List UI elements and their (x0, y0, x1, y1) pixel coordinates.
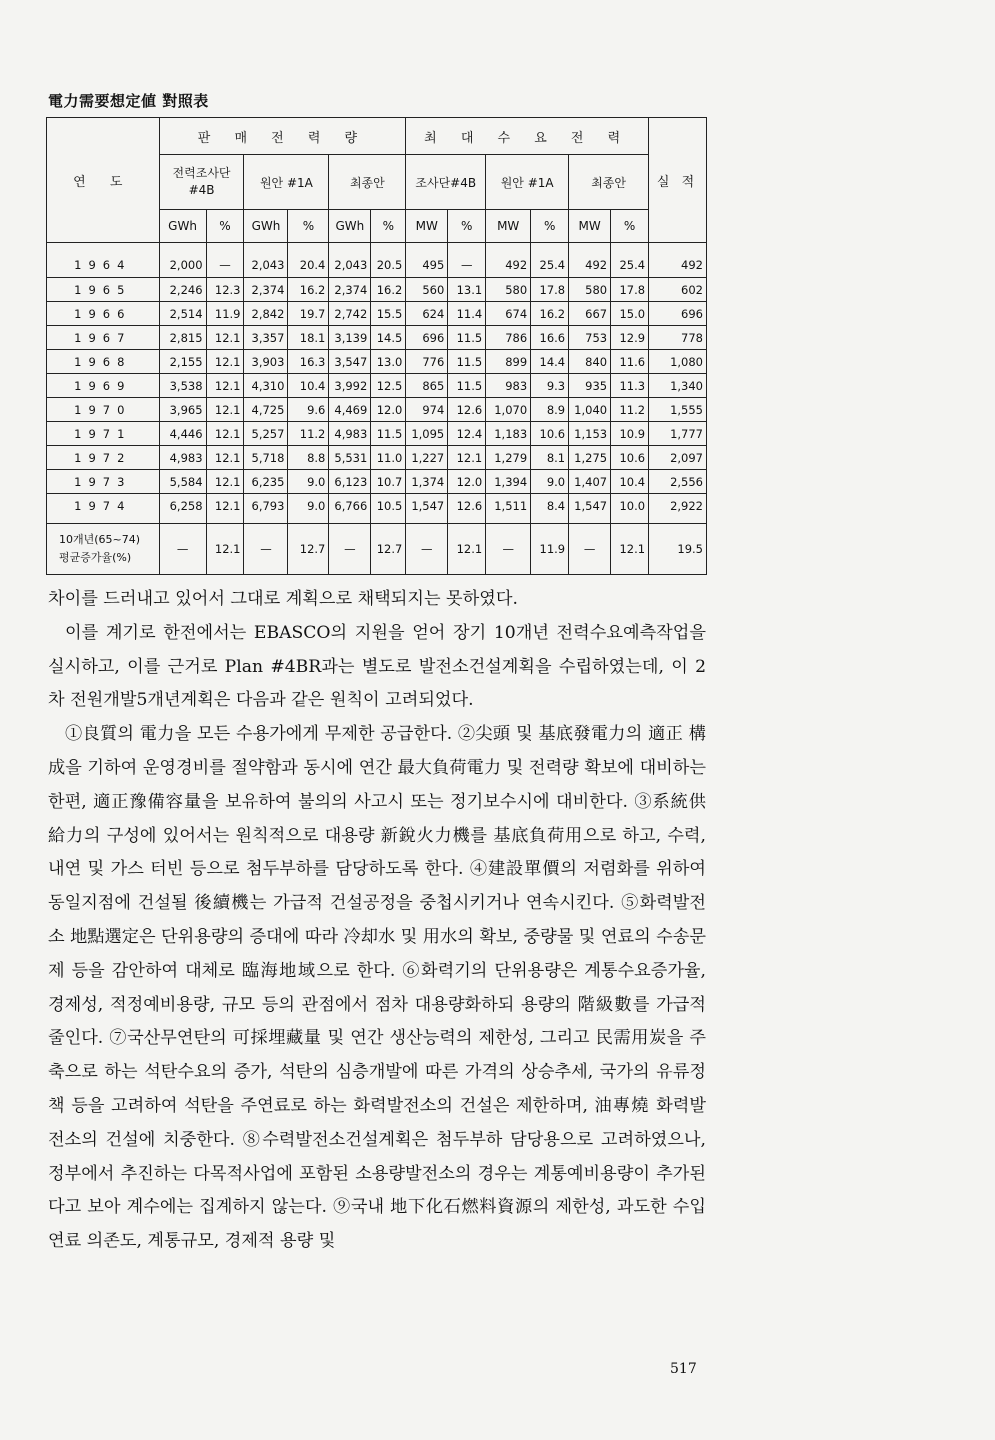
table-cell: 10.4 (611, 470, 649, 494)
table-cell: 15.0 (611, 302, 649, 326)
table-cell: 12.1 (206, 494, 244, 524)
table-cell: 10.6 (531, 422, 569, 446)
table-cell: 1,374 (406, 470, 448, 494)
table-cell: 12.9 (611, 326, 649, 350)
unit-header: GWh (159, 210, 206, 243)
table-cell: 1,407 (569, 470, 611, 494)
table-cell: 4,725 (244, 398, 288, 422)
table-cell: 2,155 (159, 350, 206, 374)
paragraph: ①良質의 電力을 모든 수용가에게 무제한 공급한다. ②尖頭 및 基底發電力의 適正 構成을 기하여 운영경비를 절약함과 동시에 연간 最大負荷電力 및 전력량 확보에 대비하는 한편, 適正豫備容量을 보유하여 불의의 사고시 또는 정기보수시에 대비한다. ③系統供給力의 구성에 있어서는 원칙적으로 대용량 新銳火力機를 基底負荷用으로 하고, 수력, 내연 및 가스 터빈 등으로 첨두부하를 담당하도록 한다. ④建設單價의 저렴화를 위하여 동일지점에 건설될 後續機는 가급적 건설공정을 중첩시키거나 연속시킨다. ⑤화력발전소 地點選定은 단위용량의 증대에 따라 冷却水 및 用水의 확보, 중량물 및 연료의 수송문제 등을 감안하여 대체로 臨海地域으로 한다. ⑥화력기의 단위용량은 계통수요증가율, 경제성, 적정예비용량, 규모 등의 관점에서 점차 대용량화하되 용량의 階級數를 가급적 줄인다. ⑦국산무연탄의 可採埋藏量 및 연간 생산능력의 제한성, 그리고 民需用炭을 주축으로 하는 석탄수요의 증가, 석탄의 심층개발에 따른 가격의 상승추세, 국가의 유류정책 등을 고려하여 석탄을 주연료로 하는 화력발전소의 건설은 제한하며, 油專燒 화력발전소의 건설에 치중한다. ⑧수력발전소건설계획은 첨두부하 담당용으로 고려하였으나, 정부에서 추진하는 다목적사업에 포함된 소용량발전소의 경우는 계통예비용량이 추가된다고 보아 계수에는 집계하지 않는다. ⑨국내 地下化石燃料資源의 제한성, 과도한 수입연료 의존도, 계통규모, 경제적 용량 및 (48, 724, 706, 1252)
table-cell: 10.4 (288, 374, 329, 398)
average-cell: 12.7 (288, 524, 329, 575)
table-cell: 1,153 (569, 422, 611, 446)
table-cell: 2,374 (329, 278, 371, 302)
sales-group-header: 판 매 전 력 량 (159, 118, 406, 155)
table-cell: 11.0 (371, 446, 406, 470)
table-cell: 865 (406, 374, 448, 398)
year-cell: 1974 (47, 494, 160, 524)
average-cell: 19.5 (649, 524, 707, 575)
table-row (47, 278, 707, 302)
table-cell: 9.0 (288, 494, 329, 524)
peak-group-header: 최 대 수 요 전 력 (406, 118, 649, 155)
table-cell: 983 (486, 374, 531, 398)
table-cell: 25.4 (531, 243, 569, 278)
table-cell: 6,258 (159, 494, 206, 524)
table-cell: 10.7 (371, 470, 406, 494)
table-cell: 5,257 (244, 422, 288, 446)
table-cell: 13.0 (371, 350, 406, 374)
table-cell: 776 (406, 350, 448, 374)
table-cell: 624 (406, 302, 448, 326)
table-cell: 12.1 (206, 446, 244, 470)
table-cell: 11.3 (611, 374, 649, 398)
sub-header: 전력조사단 #4B (159, 155, 244, 210)
table-cell: 12.1 (206, 422, 244, 446)
table-cell: 2,246 (159, 278, 206, 302)
table-cell: 11.4 (448, 302, 486, 326)
table-cell: 580 (486, 278, 531, 302)
table-cell: 11.9 (206, 302, 244, 326)
table-cell: 12.1 (206, 326, 244, 350)
table-cell: 1,040 (569, 398, 611, 422)
table-cell: 2,842 (244, 302, 288, 326)
actual-header: 실 적 (649, 118, 707, 243)
table-cell: 1,095 (406, 422, 448, 446)
year-cell: 1972 (47, 446, 160, 470)
table-cell: 11.5 (448, 350, 486, 374)
unit-header: % (448, 210, 486, 243)
table-cell: 18.1 (288, 326, 329, 350)
table-cell: 12.1 (206, 398, 244, 422)
paragraph: 차이를 드러내고 있어서 그대로 계획으로 채택되지는 못하였다. (48, 589, 518, 609)
average-label-line1: 10개년(65~74) (59, 533, 141, 546)
table-cell: 12.1 (206, 470, 244, 494)
sub-header: 조사단#4B (406, 155, 486, 210)
table-cell: 1,547 (569, 494, 611, 524)
table-cell: 20.5 (371, 243, 406, 278)
table-cell: 6,235 (244, 470, 288, 494)
table-cell: 3,965 (159, 398, 206, 422)
table-cell: 786 (486, 326, 531, 350)
table-cell: 9.3 (531, 374, 569, 398)
year-cell: 1965 (47, 278, 160, 302)
table-cell: 12.0 (448, 470, 486, 494)
table-cell: 9.0 (531, 470, 569, 494)
average-cell: — (569, 524, 611, 575)
table-cell: 10.9 (611, 422, 649, 446)
year-cell: 1969 (47, 374, 160, 398)
table-cell: 2,922 (649, 494, 707, 524)
table-cell: 6,123 (329, 470, 371, 494)
table-cell: 696 (406, 326, 448, 350)
table-row (47, 422, 707, 446)
table-cell: 667 (569, 302, 611, 326)
table-row (47, 326, 707, 350)
table-cell: 1,547 (406, 494, 448, 524)
year-cell: 1968 (47, 350, 160, 374)
unit-header: MW (406, 210, 448, 243)
table-cell: 1,227 (406, 446, 448, 470)
table-cell: 5,718 (244, 446, 288, 470)
table-row (47, 470, 707, 494)
table-cell: 10.0 (611, 494, 649, 524)
table-row (47, 398, 707, 422)
table-cell: 13.1 (448, 278, 486, 302)
average-cell: 12.1 (611, 524, 649, 575)
table-cell: 11.2 (611, 398, 649, 422)
average-cell: — (486, 524, 531, 575)
table-title: 電力需要想定値 對照表 (48, 92, 209, 110)
average-cell: 12.1 (206, 524, 244, 575)
table-cell: 8.1 (531, 446, 569, 470)
table-cell: — (206, 243, 244, 278)
table-cell: 12.3 (206, 278, 244, 302)
table-cell: 974 (406, 398, 448, 422)
table-cell: 8.4 (531, 494, 569, 524)
table-cell: 2,000 (159, 243, 206, 278)
table-cell: 1,183 (486, 422, 531, 446)
table-cell: 4,310 (244, 374, 288, 398)
average-cell: — (406, 524, 448, 575)
table-cell: 2,043 (329, 243, 371, 278)
table-cell: 2,043 (244, 243, 288, 278)
table-row (47, 494, 707, 524)
average-cell: 12.7 (371, 524, 406, 575)
table-cell: 16.2 (288, 278, 329, 302)
table-cell: 17.8 (611, 278, 649, 302)
table-cell: 1,511 (486, 494, 531, 524)
table-cell: 4,983 (329, 422, 371, 446)
sub-header: 원안 #1A (244, 155, 329, 210)
table-cell: 1,080 (649, 350, 707, 374)
table-cell: 9.6 (288, 398, 329, 422)
unit-header: % (371, 210, 406, 243)
average-cell: 11.9 (531, 524, 569, 575)
table-row (47, 446, 707, 470)
unit-header: % (531, 210, 569, 243)
year-cell: 1973 (47, 470, 160, 494)
table-row (47, 374, 707, 398)
table-cell: 4,983 (159, 446, 206, 470)
table-cell: 12.1 (448, 446, 486, 470)
table-cell: 2,742 (329, 302, 371, 326)
table-cell: 5,584 (159, 470, 206, 494)
table-cell: 492 (569, 243, 611, 278)
table-cell: 4,446 (159, 422, 206, 446)
table-cell: — (448, 243, 486, 278)
table-cell: 11.6 (611, 350, 649, 374)
table-cell: 899 (486, 350, 531, 374)
table-cell: 8.8 (288, 446, 329, 470)
table-cell: 12.0 (371, 398, 406, 422)
table-cell: 15.5 (371, 302, 406, 326)
table-cell: 20.4 (288, 243, 329, 278)
unit-header: MW (486, 210, 531, 243)
unit-header: % (288, 210, 329, 243)
unit-header: % (611, 210, 649, 243)
table-cell: 9.0 (288, 470, 329, 494)
table-cell: 6,793 (244, 494, 288, 524)
table-cell: 11.2 (288, 422, 329, 446)
table-cell: 560 (406, 278, 448, 302)
table-cell: 492 (649, 243, 707, 278)
year-cell: 1967 (47, 326, 160, 350)
table-cell: 10.6 (611, 446, 649, 470)
sub-header: 최종안 (329, 155, 406, 210)
page-number: 517 (670, 1361, 697, 1377)
table-cell: 16.2 (371, 278, 406, 302)
table-cell: 14.5 (371, 326, 406, 350)
year-cell: 1966 (47, 302, 160, 326)
table-cell: 2,815 (159, 326, 206, 350)
table-row (47, 350, 707, 374)
table-cell: 1,070 (486, 398, 531, 422)
table-cell: 11.5 (371, 422, 406, 446)
table-cell: 12.1 (206, 350, 244, 374)
body-text (48, 583, 706, 1259)
paragraph: 이를 계기로 한전에서는 EBASCO의 지원을 얻어 장기 10개년 전력수요예측작업을 실시하고, 이를 근거로 Plan #4BR과는 별도로 발전소건설계획을 수립하였는데, 이 2차 전원개발5개년계획은 다음과 같은 원칙이 고려되었다. (48, 622, 706, 711)
table-cell: 1,279 (486, 446, 531, 470)
sub-header: 최종안 (569, 155, 649, 210)
table-cell: 495 (406, 243, 448, 278)
table-cell: 5,531 (329, 446, 371, 470)
table-cell: 11.5 (448, 326, 486, 350)
table-row (47, 243, 707, 278)
year-header: 연 도 (47, 118, 160, 243)
table-cell: 674 (486, 302, 531, 326)
table-cell: 10.5 (371, 494, 406, 524)
table-cell: 3,903 (244, 350, 288, 374)
table-row (47, 302, 707, 326)
table-cell: 12.5 (371, 374, 406, 398)
sub-header: 원안 #1A (486, 155, 569, 210)
table-cell: 1,555 (649, 398, 707, 422)
average-cell: 12.1 (448, 524, 486, 575)
year-cell: 1971 (47, 422, 160, 446)
table-cell: 2,556 (649, 470, 707, 494)
table-cell: 12.4 (448, 422, 486, 446)
table-cell: 11.5 (448, 374, 486, 398)
table-cell: 16.6 (531, 326, 569, 350)
table-cell: 1,340 (649, 374, 707, 398)
table-cell: 16.3 (288, 350, 329, 374)
average-row (47, 524, 707, 575)
table-cell: 12.6 (448, 494, 486, 524)
table-cell: 12.1 (206, 374, 244, 398)
table-cell: 8.9 (531, 398, 569, 422)
table-cell: 6,766 (329, 494, 371, 524)
table-cell: 2,097 (649, 446, 707, 470)
table-cell: 602 (649, 278, 707, 302)
table-cell: 580 (569, 278, 611, 302)
unit-header: GWh (244, 210, 288, 243)
table-cell: 3,547 (329, 350, 371, 374)
table-cell: 3,139 (329, 326, 371, 350)
table-cell: 935 (569, 374, 611, 398)
year-cell: 1970 (47, 398, 160, 422)
table-cell: 2,374 (244, 278, 288, 302)
table-cell: 1,394 (486, 470, 531, 494)
average-label-line2: 평균증가율(%) (59, 551, 132, 564)
table-cell: 778 (649, 326, 707, 350)
average-cell: — (329, 524, 371, 575)
table-cell: 3,538 (159, 374, 206, 398)
table-cell: 3,992 (329, 374, 371, 398)
table-cell: 840 (569, 350, 611, 374)
table-cell: 12.6 (448, 398, 486, 422)
average-cell: — (159, 524, 206, 575)
table-cell: 2,514 (159, 302, 206, 326)
table-cell: 17.8 (531, 278, 569, 302)
table-cell: 16.2 (531, 302, 569, 326)
table-cell: 19.7 (288, 302, 329, 326)
average-label (47, 524, 160, 575)
unit-header: % (206, 210, 244, 243)
table-cell: 4,469 (329, 398, 371, 422)
unit-header: GWh (329, 210, 371, 243)
table-cell: 25.4 (611, 243, 649, 278)
table-cell: 1,777 (649, 422, 707, 446)
table-cell: 3,357 (244, 326, 288, 350)
table-cell: 492 (486, 243, 531, 278)
table-cell: 753 (569, 326, 611, 350)
table-cell: 696 (649, 302, 707, 326)
table-cell: 1,275 (569, 446, 611, 470)
table-cell: 14.4 (531, 350, 569, 374)
table-body (47, 243, 707, 575)
average-cell: — (244, 524, 288, 575)
year-cell: 1964 (47, 243, 160, 278)
demand-forecast-table (46, 117, 707, 575)
unit-header: MW (569, 210, 611, 243)
